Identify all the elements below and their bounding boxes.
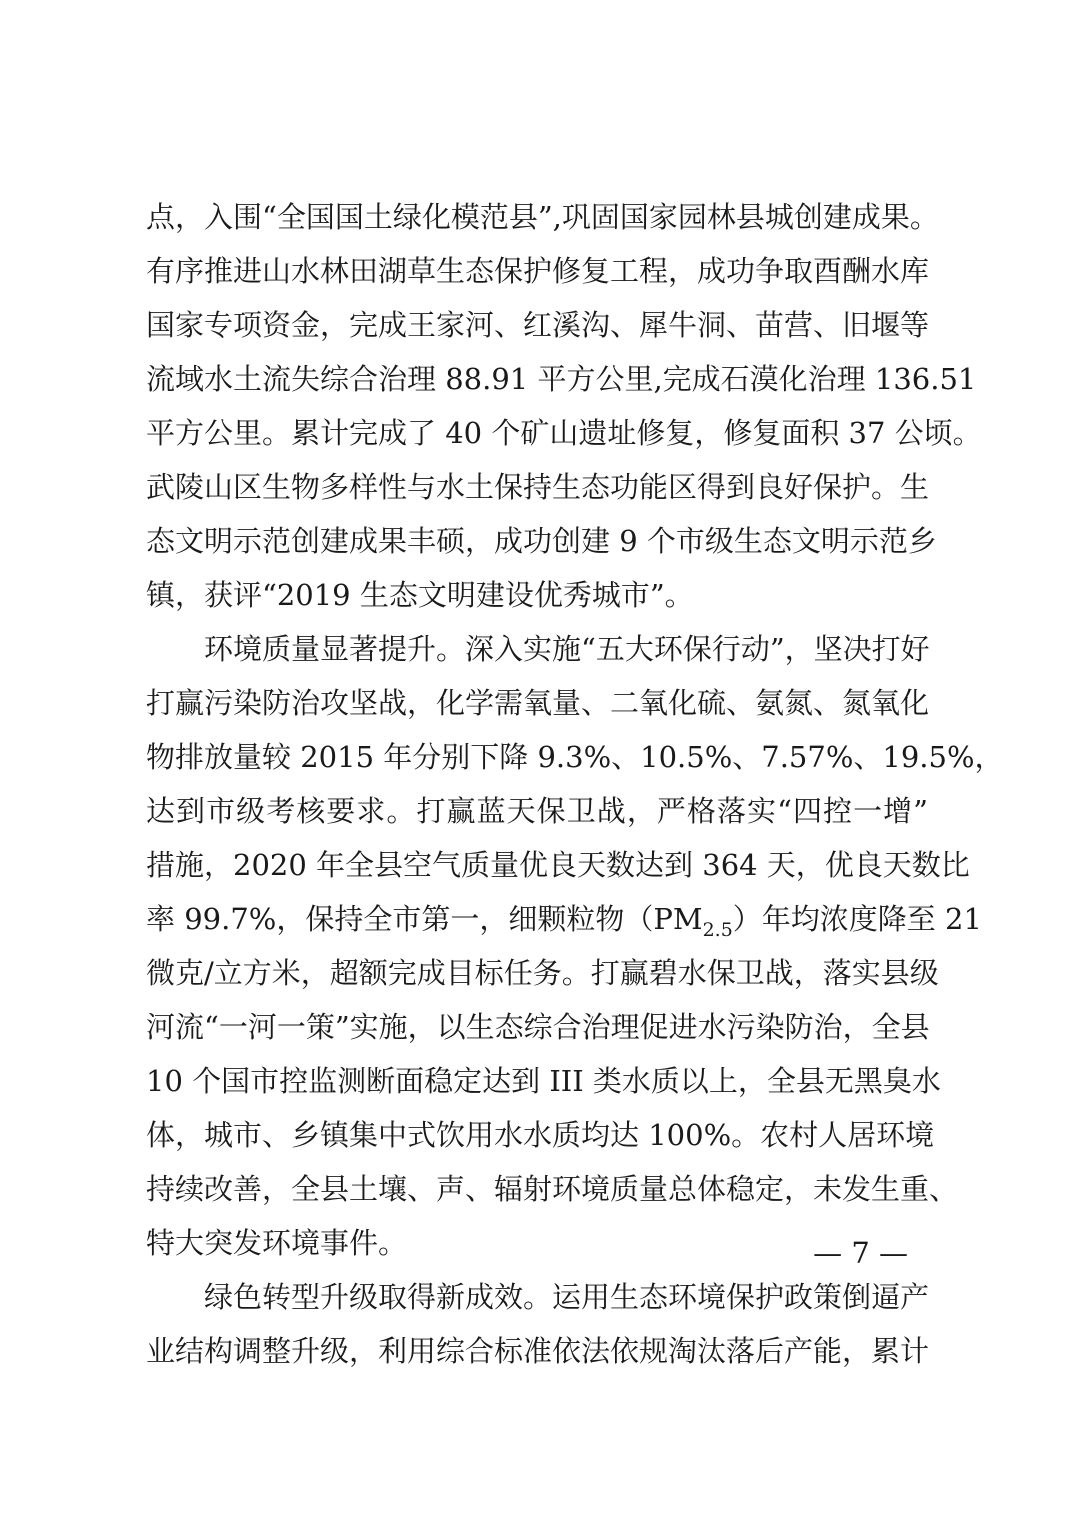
- text-line: 态文明示范创建成果丰硕，成功创建 9 个市级生态文明示范乡: [146, 524, 937, 558]
- text-line: 河流“一河一策”实施，以生态综合治理促进水污染防治，全县: [146, 1010, 930, 1044]
- text-line: 打赢污染防治攻坚战，化学需氧量、二氧化硫、氨氮、氮氧化: [146, 686, 930, 720]
- text-line: 达到市级考核要求。打赢蓝天保卫战，严格落实“四控一增”: [146, 794, 928, 828]
- page-number: — 7 —: [813, 1236, 908, 1270]
- text-line: 武陵山区生物多样性与水土保持生态功能区得到良好保护。生: [146, 470, 930, 504]
- text-line-with-subscript: [146, 892, 982, 946]
- text-line: 持续改善，全县土壤、声、辐射环境质量总体稳定，未发生重、: [146, 1172, 959, 1206]
- text-line: 措施，2020 年全县空气质量优良天数达到 364 天，优良天数比: [146, 848, 970, 882]
- text-line: 平方公里。累计完成了 40 个矿山遗址修复，修复面积 37 公顷。: [146, 416, 982, 450]
- text-line: 绿色转型升级取得新成效。运用生态环境保护政策倒逼产: [204, 1280, 930, 1314]
- text-line: 业结构调整升级，利用综合标准依法依规淘汰落后产能，累计: [146, 1334, 930, 1368]
- subscript-text: 2.5: [702, 918, 733, 941]
- text-line: 流域水土流失综合治理 88.91 平方公里,完成石漠化治理 136.51: [146, 362, 977, 396]
- text-segment: 率 99.7%，保持全市第一，细颗粒物（PM: [146, 902, 703, 936]
- text-line: 特大突发环境事件。: [146, 1226, 408, 1260]
- text-line: 体，城市、乡镇集中式饮用水水质均达 100%。农村人居环境: [146, 1118, 935, 1152]
- text-line: 微克/立方米，超额完成目标任务。打赢碧水保卫战，落实县级: [146, 956, 939, 990]
- text-line: 10 个国市控监测断面稳定达到 III 类水质以上，全县无黑臭水: [146, 1064, 941, 1098]
- text-line: 镇，获评“2019 生态文明建设优秀城市”。: [146, 578, 694, 612]
- text-line: 有序推进山水林田湖草生态保护修复工程，成功争取酉酬水库: [146, 254, 930, 288]
- text-line: 点，入围“全国国土绿化模范县”,巩固国家园林县城创建成果。: [146, 200, 939, 234]
- text-line: 环境质量显著提升。深入实施“五大环保行动”，坚决打好: [204, 632, 930, 666]
- text-line: 国家专项资金，完成王家河、红溪沟、犀牛洞、苗营、旧堰等: [146, 308, 930, 342]
- text-line: 物排放量较 2015 年分别下降 9.3%、10.5%、7.57%、19.5%，: [146, 740, 1004, 774]
- text-segment: ）年均浓度降至 21: [732, 902, 982, 936]
- document-body: [146, 190, 1004, 1378]
